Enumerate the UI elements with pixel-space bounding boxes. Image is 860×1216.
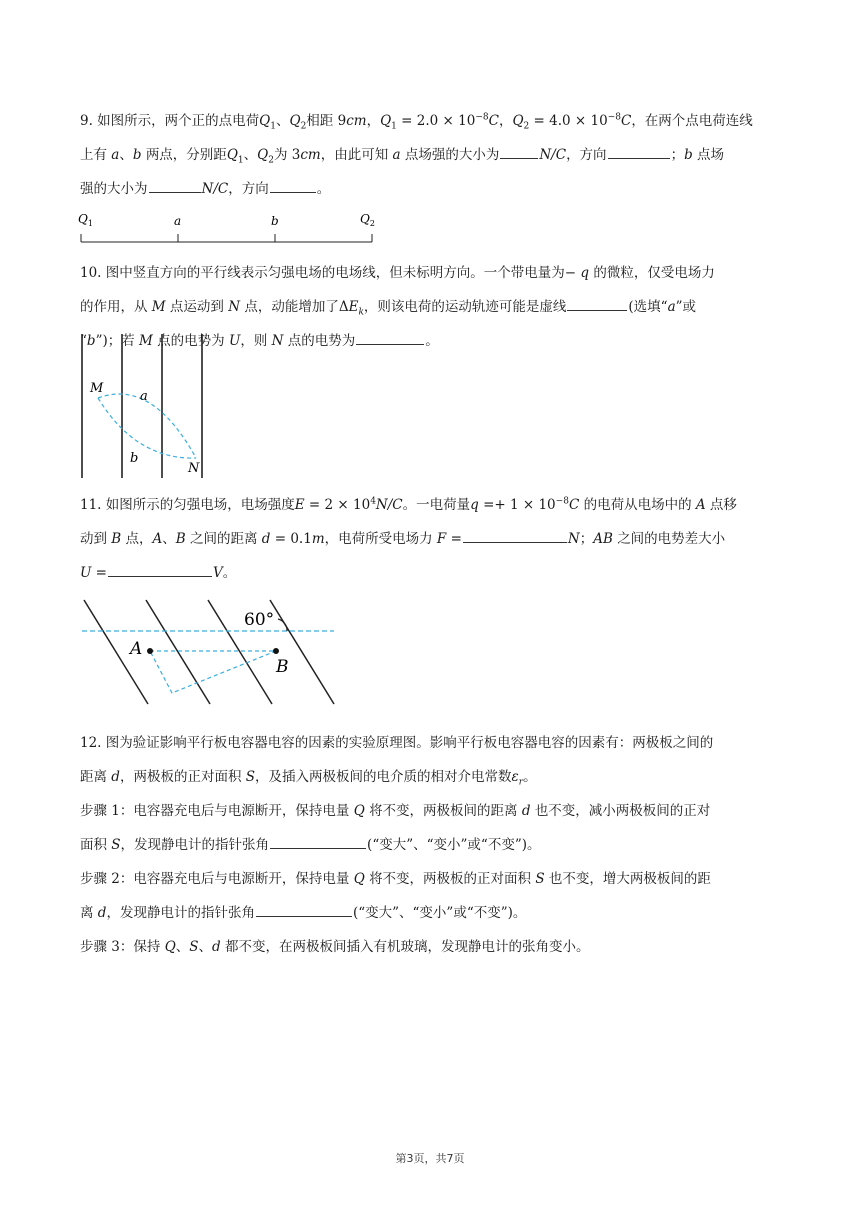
answer-blank[interactable] [500, 144, 538, 159]
label-b: b [271, 214, 279, 228]
q10-line-1: 10. 图中竖直方向的平行线表示匀强电场的电场线，但未标明方向。一个带电量为− q 的微粒，仅受电场力 [80, 265, 715, 281]
label-q1: $Q_1$ [78, 212, 93, 228]
q11-line-1: 11. 如图所示的匀强电场，电场强度$E = 2 \times 10^4N/C$。一电荷量$q =+ 1 \times 10^{-8}C$ 的电荷从电场中的 A 点移 [80, 496, 737, 513]
label-n: N [188, 461, 200, 476]
point-b [273, 648, 279, 654]
label-m: M [90, 381, 104, 396]
label-a: a [140, 389, 148, 404]
angle-arc [278, 619, 287, 631]
answer-blank[interactable] [270, 834, 366, 849]
label-q2: $Q_2$ [360, 212, 375, 228]
label-a: a [174, 214, 182, 228]
q12-line-2: 距离 d，两极板的正对面积 S，及插入两极板间的电介质的相对介电常数$\varepsilon_r$。 [80, 769, 537, 788]
q9-figure [76, 208, 386, 250]
answer-blank[interactable] [608, 144, 670, 159]
answer-blank[interactable] [256, 902, 352, 917]
q10-line-3: “b”)；若 M 点的电势为 U，则 N 点的电势为 。 [80, 330, 439, 352]
field-line [146, 600, 210, 704]
q12-step3-line: 步骤 3：保持 Q、S、d 都不变，在两极板间插入有机玻璃，发现静电计的张角变小。 [80, 939, 590, 955]
q12-step2-line-1: 步骤 2：电容器充电后与电源断开，保持电量 Q 将不变，两极板的正对面积 S 也不变，增大两极板间的距 [80, 871, 711, 887]
q11-line-2: 动到 B 点，A、B 之间的距离 d = 0.1m，电荷所受电场力 F = N；AB 之间的电势差大小 [80, 528, 725, 550]
answer-blank[interactable] [356, 330, 424, 345]
q9-line-3: 强的大小为 N/C，方向 。 [80, 178, 330, 200]
q12-step1-line-2: 面积 S，发现静电计的指针张角 (“变大”、“变小”或“不变”)。 [80, 834, 541, 856]
q12-step1-line-1: 步骤 1：电容器充电后与电源断开，保持电量 Q 将不变，两极板间的距离 d 也不变，减小两极板间的正对 [80, 803, 711, 819]
q10-line-2: 的作用，从 M 点运动到 N 点，动能增加了$\Delta E_k$，则该电荷的运动轨迹可能是虚线 (选填“a”或 [80, 296, 696, 318]
q11-line-3: U = V。 [80, 562, 236, 584]
answer-blank[interactable] [463, 528, 567, 543]
answer-blank[interactable] [567, 296, 627, 311]
path-triangle [150, 651, 276, 693]
q12-step2-line-2: 离 d，发现静电计的指针张角 (“变大”、“变小”或“不变”)。 [80, 902, 526, 924]
trajectory-b [98, 398, 196, 458]
page-footer: 第3页，共7页 [395, 1152, 465, 1165]
angle-label: 60° [244, 610, 275, 630]
answer-blank[interactable] [149, 178, 201, 193]
q11-figure [78, 596, 340, 708]
point-a [147, 648, 153, 654]
q9-line-1: 9. 如图所示，两个正的点电荷$Q_1$、$Q_2$相距 9cm，$Q_1 = 2.0 \times 10^{-8}C$，$Q_2 = 4.0 \times 10^{-8}C$，在两个点电荷连线 [80, 112, 753, 132]
label-b: B [276, 657, 289, 677]
label-b: b [130, 451, 139, 466]
answer-blank[interactable] [270, 178, 316, 193]
q10-figure [76, 330, 216, 482]
label-a: A [130, 639, 143, 659]
field-line [270, 600, 334, 704]
q12-line-1: 12. 图为验证影响平行板电容器电容的因素的实验原理图。影响平行板电容器电容的因素有：两极板之间的 [80, 735, 714, 751]
answer-blank[interactable] [108, 562, 212, 577]
q9-line-2: 上有 a、b 两点，分别距$Q_1$、$Q_2$为 3cm，由此可知 a 点场强的大小为 N/C，方向 ；b 点场 [80, 144, 724, 166]
